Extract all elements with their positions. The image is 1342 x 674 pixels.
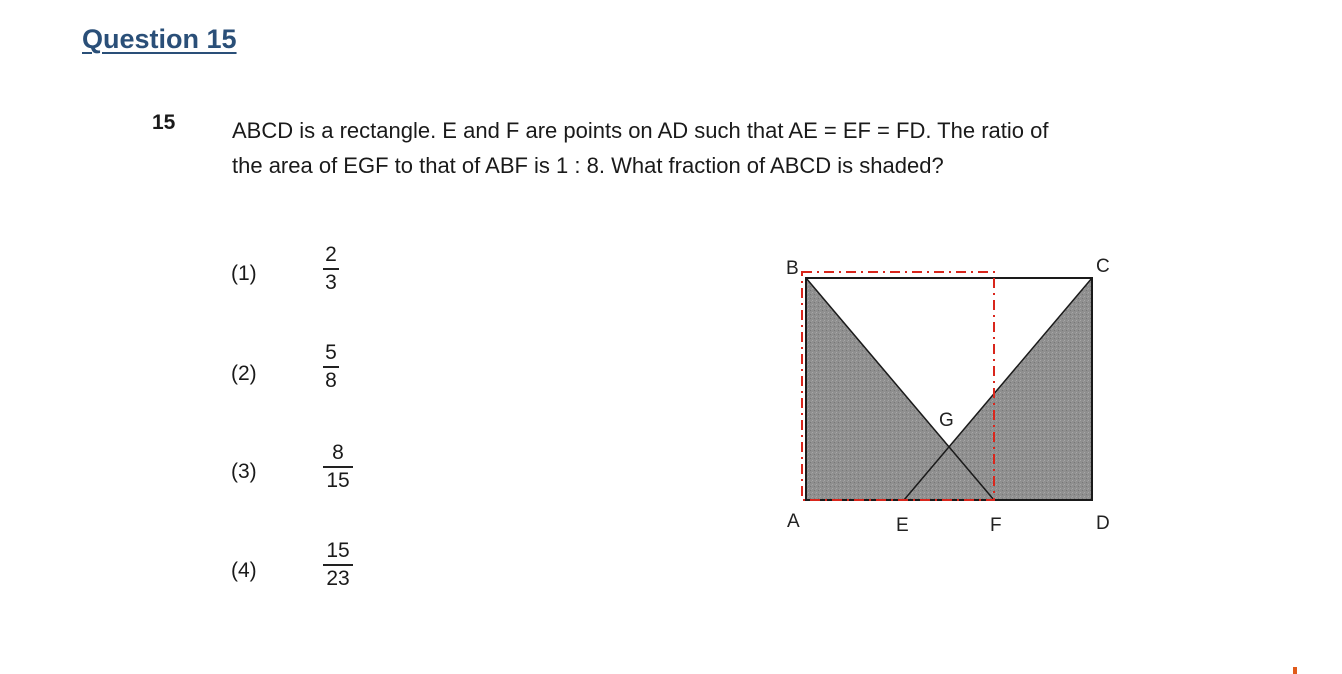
option-fraction <box>323 442 353 492</box>
vertex-label-c: C <box>1096 256 1110 277</box>
question-text-line-1: ABCD is a rectangle. E and F are points on AD such that AE = EF = FD. The ratio of <box>232 118 1049 143</box>
vertex-label-b: B <box>786 258 799 279</box>
option-label: (1) <box>231 262 257 285</box>
fraction-bar <box>323 366 339 368</box>
fraction-numerator: 5 <box>325 341 337 364</box>
vertex-label-f: F <box>990 515 1002 536</box>
option-fraction <box>323 244 339 294</box>
answer-option-3[interactable] <box>231 442 391 512</box>
vertex-label-d: D <box>1096 513 1110 534</box>
fraction-numerator: 8 <box>332 441 344 464</box>
option-fraction <box>323 342 339 392</box>
fraction-denominator: 3 <box>325 270 337 294</box>
fraction-numerator: 15 <box>326 539 350 562</box>
question-text-line-2: the area of EGF to that of ABF is 1 : 8. What fraction of ABCD is shaded? <box>232 153 944 178</box>
fraction-denominator: 15 <box>326 468 350 492</box>
fraction-denominator: 23 <box>326 566 350 590</box>
option-label: (3) <box>231 460 257 483</box>
question-heading-link[interactable]: Question 15 <box>82 24 237 54</box>
answer-option-2[interactable] <box>231 342 391 412</box>
fraction-bar <box>323 466 353 468</box>
answer-option-4[interactable] <box>231 540 391 610</box>
fraction-numerator: 2 <box>325 243 337 266</box>
answer-option-1[interactable] <box>231 244 391 314</box>
vertex-label-e: E <box>896 515 909 536</box>
vertex-label-a: A <box>787 511 800 532</box>
option-label: (2) <box>231 362 257 385</box>
rectangle-diagram <box>760 240 1140 550</box>
fraction-bar <box>323 268 339 270</box>
option-label: (4) <box>231 559 257 582</box>
question-number: 15 <box>152 111 176 134</box>
option-fraction <box>323 540 353 590</box>
corner-marker <box>1293 667 1297 674</box>
fraction-bar <box>323 564 353 566</box>
vertex-label-g: G <box>939 410 954 431</box>
question-text <box>232 113 1192 183</box>
fraction-denominator: 8 <box>325 368 337 392</box>
